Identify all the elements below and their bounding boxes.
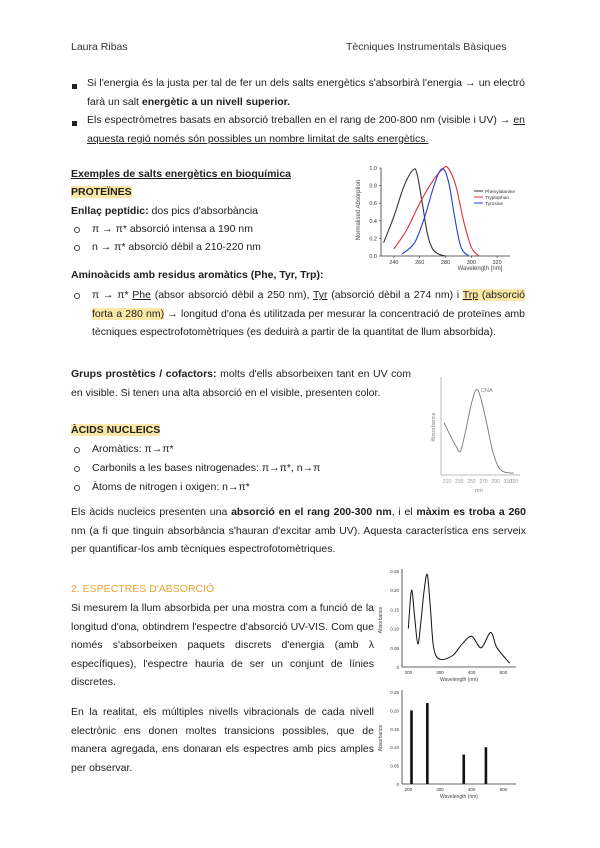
bullet-circle: [74, 485, 80, 491]
nucleic-p-b: absorció en el rang 200-300 nm: [231, 506, 392, 518]
peptide-line: [71, 202, 258, 221]
chart3-x-tick-label: 300: [436, 670, 444, 675]
bullet-circle: [74, 227, 80, 233]
nucleic-p-c: , i el: [391, 506, 417, 518]
chart3-xlabel: Wavelength (nm): [440, 677, 478, 683]
aromatic-heading: Aminoàcids amb residus aromàtics (Phe, Tyr, Trp):: [71, 269, 324, 281]
chart1-ylabel: Normalised Absorption: [356, 179, 362, 241]
header-author: Laura Ribas: [71, 41, 128, 53]
intro-b2-underlined: en aquesta regió només són possibles un nombre limitat de salts energètics.: [87, 114, 525, 145]
chart2-xlabel: nm: [475, 488, 483, 494]
examples-heading: Exemples de salts energètics en bioquímica: [71, 168, 292, 180]
nucleic-p-a: Els àcids nucleics presenten una: [71, 506, 232, 518]
intro-b1-bold: energètic a un nivell superior.: [141, 95, 291, 108]
chart2-x-tick-label: 230: [455, 479, 464, 485]
chart4-line-bar: [485, 747, 488, 784]
chart3-y-tick-label: 0.05: [390, 645, 399, 651]
groups-bold: Grups prostètics / cofactors:: [71, 368, 217, 380]
dna-absorption-chart: [425, 372, 525, 497]
pep-item-1: π → π* absorció intensa a 190 nm: [92, 223, 253, 235]
chart1-y-tick-label: 0.6: [369, 201, 377, 208]
bullet-circle: [74, 466, 80, 472]
spectra-title: 2. ESPECTRES D'ABSORCIÓ: [71, 583, 215, 595]
chart1-series-line-tyrosine: [402, 169, 469, 256]
bullet-circle: [74, 245, 80, 251]
chart1-y-tick-label: 0.2: [369, 236, 377, 243]
nucleic-paragraph: [71, 503, 526, 559]
bullet-square: [72, 84, 77, 89]
chart4-line-bar: [462, 755, 465, 784]
nucleic-p-d: màxim es troba a 260: [416, 506, 526, 518]
bullet-circle: [74, 447, 80, 453]
nucleic-item-2: Carbonils a les bases nitrogenades: π→π*, n→π: [92, 462, 321, 474]
bullet-circle: [74, 293, 80, 299]
chart4-ylabel: Absorbance: [378, 724, 384, 752]
chart1-legend-label: Phenylalanine: [485, 189, 516, 195]
chart2-x-tick-label: 320: [509, 479, 519, 485]
groups-rest: molts d'ells absorbeixen tant en UV com en visible. Si tenen una alta absorció en el visible, presenten color.: [71, 368, 411, 399]
chart3-y-tick-label: 0.20: [390, 588, 399, 594]
groups-paragraph: [71, 365, 411, 402]
chart1-xlabel: Wavelength [nm]: [457, 266, 503, 272]
spectra-paragraph-1: Si mesurem la llum absorbida per una mostra com a funció de la longitud d'ona, obtindrem l'espectre d'absorció UV-VIS. Com que només s'absorbeixen paquets discrets d'energia (amb λ específiques), l'espectre hauria de ser un conjunt de línies discretes.: [71, 602, 374, 688]
chart3-y-tick-label: 0.10: [390, 626, 399, 632]
continuous-spectrum-chart: [376, 565, 526, 685]
intro-b1-text: Si l'energia és la justa per tal de fer un dels salts energètics s'absorbirà l'energia → un electró farà un salt: [87, 77, 525, 108]
intro-bullet-2: [87, 111, 525, 148]
chart4-x-tick-label: 200: [404, 787, 413, 792]
chart4-xlabel: Wavelength (nm): [440, 794, 478, 800]
chart1-y-tick-label: 0.4: [369, 218, 377, 225]
arom-c: (absorció dèbil a 274 nm) i: [327, 289, 463, 301]
chart3-ylabel: Absorbance: [378, 606, 384, 634]
header-course: Tècniques Instrumentals Bàsiques: [346, 41, 507, 53]
chart4-line-bar: [426, 703, 429, 784]
nucleic-title: ÀCIDS NUCLEICS: [71, 424, 161, 436]
aromatic-paragraph: [92, 286, 525, 342]
chart4-y-tick-label: 0.20: [390, 708, 399, 714]
arom-a: π → π*: [92, 289, 133, 301]
chart1-legend-label: Tryptophan: [485, 195, 510, 201]
chart4-y-tick-label: 0.05: [390, 763, 399, 769]
arom-d: (absorció forta a 280 nm): [92, 289, 526, 320]
chart2-x-tick-label: 290: [491, 479, 500, 485]
pep-item-2: n → π* absorció dèbil a 210-220 nm: [92, 241, 261, 253]
arom-b: (absor absorció dèbil a 250 nm),: [150, 289, 313, 301]
aromatic-absorption-chart: [352, 158, 522, 276]
proteins-title: PROTEÏNES: [71, 186, 132, 198]
chart3-x-tick-label: 500: [499, 670, 508, 675]
arom-trp: Trp: [462, 289, 479, 301]
chart4-x-tick-label: 400: [467, 787, 476, 792]
arom-e: → longitud d'ona és utilitzada per mesurar la concentració de proteïnes amb tècniques espectrofotomètriques (es deduirà a partir de la quantitat de llum absorbida).: [92, 307, 525, 338]
chart1-x-tick-label: 240: [389, 260, 399, 266]
chart1-x-tick-label: 300: [466, 260, 476, 266]
chart4-y-tick-label: 0: [396, 782, 399, 787]
peptide-bold: Enllaç peptídic:: [71, 205, 149, 217]
arom-phe: Phe: [132, 289, 151, 301]
chart3-y-tick-label: 0.15: [390, 607, 399, 613]
bullet-square: [72, 121, 77, 126]
chart1-y-tick-label: 0.8: [369, 183, 377, 190]
intro-b2-text: Els espectròmetres basats en absorció treballen en el rang de 200-800 nm (visible i UV) →: [87, 114, 514, 126]
arom-tyr: Tyr: [312, 289, 328, 301]
chart1-x-tick-label: 260: [415, 260, 425, 266]
chart2-series-label: DNA: [481, 388, 493, 394]
chart1-legend-label: Tyrosine: [485, 201, 504, 207]
chart2-x-tick-label: 210: [442, 479, 452, 485]
chart4-y-tick-label: 0.10: [390, 745, 399, 751]
chart4-y-tick-label: 0.25: [390, 690, 399, 695]
chart1-y-tick-label: 1.0: [369, 166, 377, 172]
chart4-x-tick-label: 300: [436, 787, 444, 792]
chart2-series-line-dna: [444, 389, 514, 473]
intro-bullet-1: [87, 74, 525, 111]
nucleic-item-1: Aromàtics: π→π*: [92, 443, 174, 455]
chart2-x-tick-label: 250: [467, 479, 476, 485]
nucleic-item-3: Àtoms de nitrogen i oxigen: n→π*: [92, 481, 250, 493]
chart1-x-tick-label: 280: [440, 260, 451, 266]
chart4-x-tick-label: 500: [499, 787, 508, 792]
chart3-series-line: [408, 574, 509, 663]
chart3-x-tick-label: 200: [404, 670, 413, 675]
spectra-paragraph-2: En la realitat, els múltiples nivells vibracionals de cada nivell electrònic ens donen moltes transicions possibles, que de manera agregada, ens donaran els espectres amb pics amples per observar.: [71, 706, 374, 774]
nucleic-p-e: nm (a fi que tinguin absorbància s'hauran d'excitar amb UV). Aquesta característica ens serveix per quantificar-los amb tècniques espectrofotomètriques.: [71, 524, 526, 555]
chart2-ylabel: Absorbance: [431, 412, 437, 442]
chart3-x-tick-label: 400: [467, 670, 476, 675]
peptide-rest: dos pics d'absorbància: [148, 205, 259, 217]
discrete-spectrum-chart: [376, 686, 526, 802]
chart3-y-tick-label: 0.25: [390, 569, 399, 574]
chart1-x-tick-label: 320: [492, 260, 502, 266]
chart1-y-tick-label: 0.0: [369, 254, 377, 260]
chart2-x-tick-label: 270: [479, 479, 488, 485]
chart3-y-tick-label: 0: [396, 665, 399, 670]
chart4-line-bar: [410, 710, 413, 784]
chart2-x-tick-label: 310: [503, 479, 513, 485]
chart4-y-tick-label: 0.15: [390, 726, 399, 732]
